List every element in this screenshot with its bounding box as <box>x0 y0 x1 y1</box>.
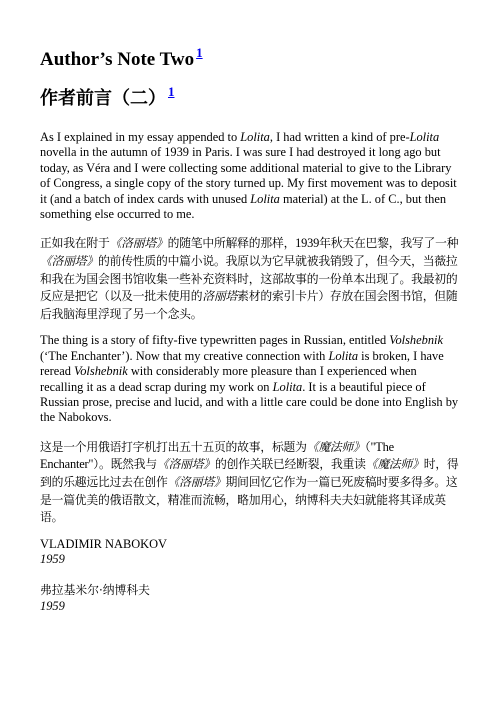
italic-title: Lolita <box>272 379 303 394</box>
italic-title: Lolita <box>328 348 359 363</box>
text-run: , I had written a kind of pre- <box>269 130 410 144</box>
text-run: 年秋天在巴黎，我写了一种 <box>319 236 459 251</box>
text-run: novella in the autumn of 1939 in Paris. I was sure I had destroyed it long ago but today, as Véra and I were collecting some additional material to give to the Library of Congress, a single copy of the story turned up. My first movement was to deposit it (and a batch of index cards with unused <box>40 145 457 206</box>
paragraph-2-english <box>40 333 462 425</box>
text-run: is broken, I have reread <box>40 348 444 379</box>
text-run: As I explained in my essay appended to <box>40 130 241 144</box>
italic-title: Volshebnik <box>389 333 443 348</box>
italic-title: 《洛丽塔》 <box>167 475 226 490</box>
text-run: （ <box>364 439 371 454</box>
heading-english-text: Author’s Note Two <box>40 49 195 70</box>
paragraph-1-english <box>40 130 462 222</box>
footnote-link-english[interactable]: 1 <box>196 45 203 60</box>
signature-chinese <box>40 582 462 614</box>
italic-title: Lolita <box>409 130 440 144</box>
heading-english <box>40 45 462 73</box>
footnote-link-chinese[interactable]: 1 <box>168 84 175 99</box>
text-run: 的随笔中所解释的那样， <box>167 236 296 251</box>
text-run: 的创作关联已经断裂，我重读 <box>214 457 366 472</box>
signature-english <box>40 537 462 568</box>
text-run: (‘The Enchanter’). Now that my creative connection with <box>40 348 329 363</box>
page-content <box>40 45 462 628</box>
text-run: 素材的索引卡片）存放在国会图书馆，但随后我脑海里浮现了另一个念头。 <box>40 289 458 321</box>
italic-title: 《魔法师》 <box>365 457 424 472</box>
paragraph-2-chinese <box>40 439 462 527</box>
italic-title: Lolita <box>240 130 270 144</box>
text-run: 期间回忆它作为一篇已死废稿时要多得多。这是一篇优美的俄语散文，精准而流畅，略加用心，纳博科夫夫妇就能将其译成英语。 <box>40 475 458 525</box>
italic-title: Lolita <box>250 191 280 206</box>
italic-title: 《洛丽塔》 <box>109 236 168 251</box>
author-name-chinese: 弗拉基米尔·纳博科夫 <box>40 582 150 597</box>
year-text: 1939 <box>295 236 320 251</box>
italic-title: 《洛丽塔》 <box>156 457 215 472</box>
heading-chinese-text: 作者前言（二） <box>40 88 166 109</box>
text-run: ）。既然我与 <box>93 457 157 472</box>
signature-year: 1959 <box>40 552 65 567</box>
author-name: VLADIMIR NABOKOV <box>40 536 167 551</box>
text-run: 时，得到的乐趣远比过去在创作 <box>40 457 459 490</box>
text-run: . It is a beautiful piece of Russian prose, precise and lucid, and with a little care could be done into English by the Nabokovs. <box>40 379 459 425</box>
text-run: with considerably more pleasure than I experienced when recalling it as a dead scrap during my work on <box>40 364 417 394</box>
italic-title: 洛丽塔 <box>202 289 238 304</box>
text-run: The thing is a story of fifty-five typewritten pages in Russian, entitled <box>40 333 390 348</box>
italic-title: 《洛丽塔》 <box>40 254 98 269</box>
italic-title: 《魔法师》 <box>306 439 365 454</box>
text-run: 的前传性质的中篇小说。我原以为它早就被我销毁了，但今天，当薇拉和我在为国会图书馆收集一些补充资料时，这部故事的一份单本出现了。我最初的反应是把它（以及一批未使用的 <box>40 254 458 304</box>
heading-chinese <box>40 84 462 112</box>
signature-year: 1959 <box>40 598 65 613</box>
paragraph-1-chinese <box>40 235 462 323</box>
english-title-text: "The Enchanter" <box>40 439 394 472</box>
text-run: material) at the L. of C., but then something else occurred to me. <box>40 191 447 222</box>
text-run: 这是一个用俄语打字机打出五十五页的故事，标题为 <box>40 439 307 454</box>
text-run: 正如我在附于 <box>40 236 110 251</box>
italic-title: Volshebnik <box>74 364 128 379</box>
